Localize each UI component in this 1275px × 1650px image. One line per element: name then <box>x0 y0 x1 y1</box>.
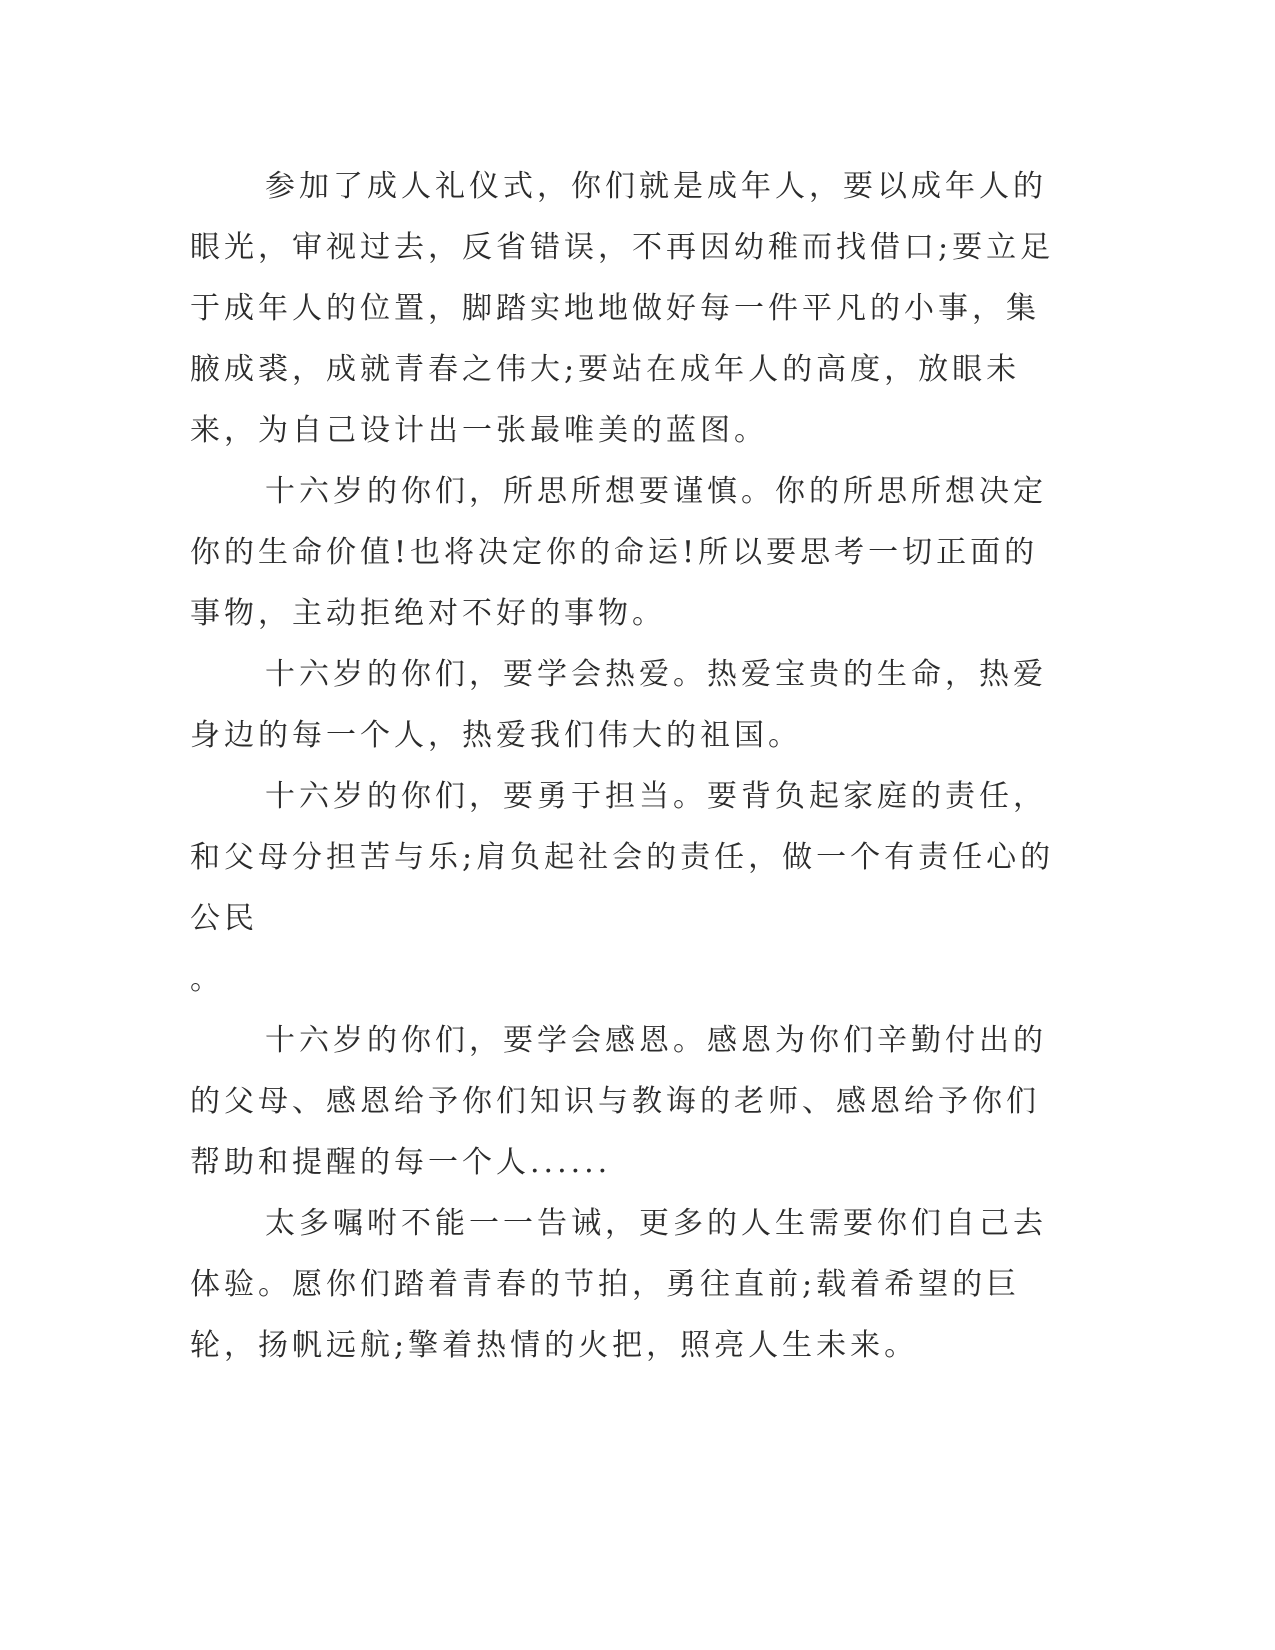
paragraph: 太多嘱咐不能一一告诫，更多的人生需要你们自己去体验。愿你们踏着青春的节拍，勇往直前;载着希望的巨轮，扬帆远航;擎着热情的火把，照亮人生未来。 <box>190 1206 1047 1363</box>
paragraph: 十六岁的你们，要学会感恩。感恩为你们辛勤付出的的父母、感恩给予你们知识与教诲的老师、感恩给予你们帮助和提醒的每一个人...... <box>190 1023 1047 1180</box>
paragraph: 十六岁的你们，要学会热爱。热爱宝贵的生命，热爱身边的每一个人，热爱我们伟大的祖国。 <box>190 657 1047 753</box>
paragraph: 十六岁的你们，要勇于担当。要背负起家庭的责任，和父母分担苦与乐;肩负起社会的责任，做一个有责任心的公民 。 <box>190 779 1055 997</box>
paragraph: 参加了成人礼仪式，你们就是成年人，要以成年人的眼光，审视过去，反省错误，不再因幼稚而找借口;要立足于成年人的位置，脚踏实地地做好每一件平凡的小事，集腋成裘，成就青春之伟大;要站在成年人的高度，放眼未来，为自己设计出一张最唯美的蓝图。 <box>190 169 1055 448</box>
paragraph: 十六岁的你们，所思所想要谨慎。你的所思所想决定你的生命价值!也将决定你的命运!所以要思考一切正面的事物，主动拒绝对不好的事物。 <box>190 474 1047 631</box>
document-body <box>190 156 1070 1376</box>
